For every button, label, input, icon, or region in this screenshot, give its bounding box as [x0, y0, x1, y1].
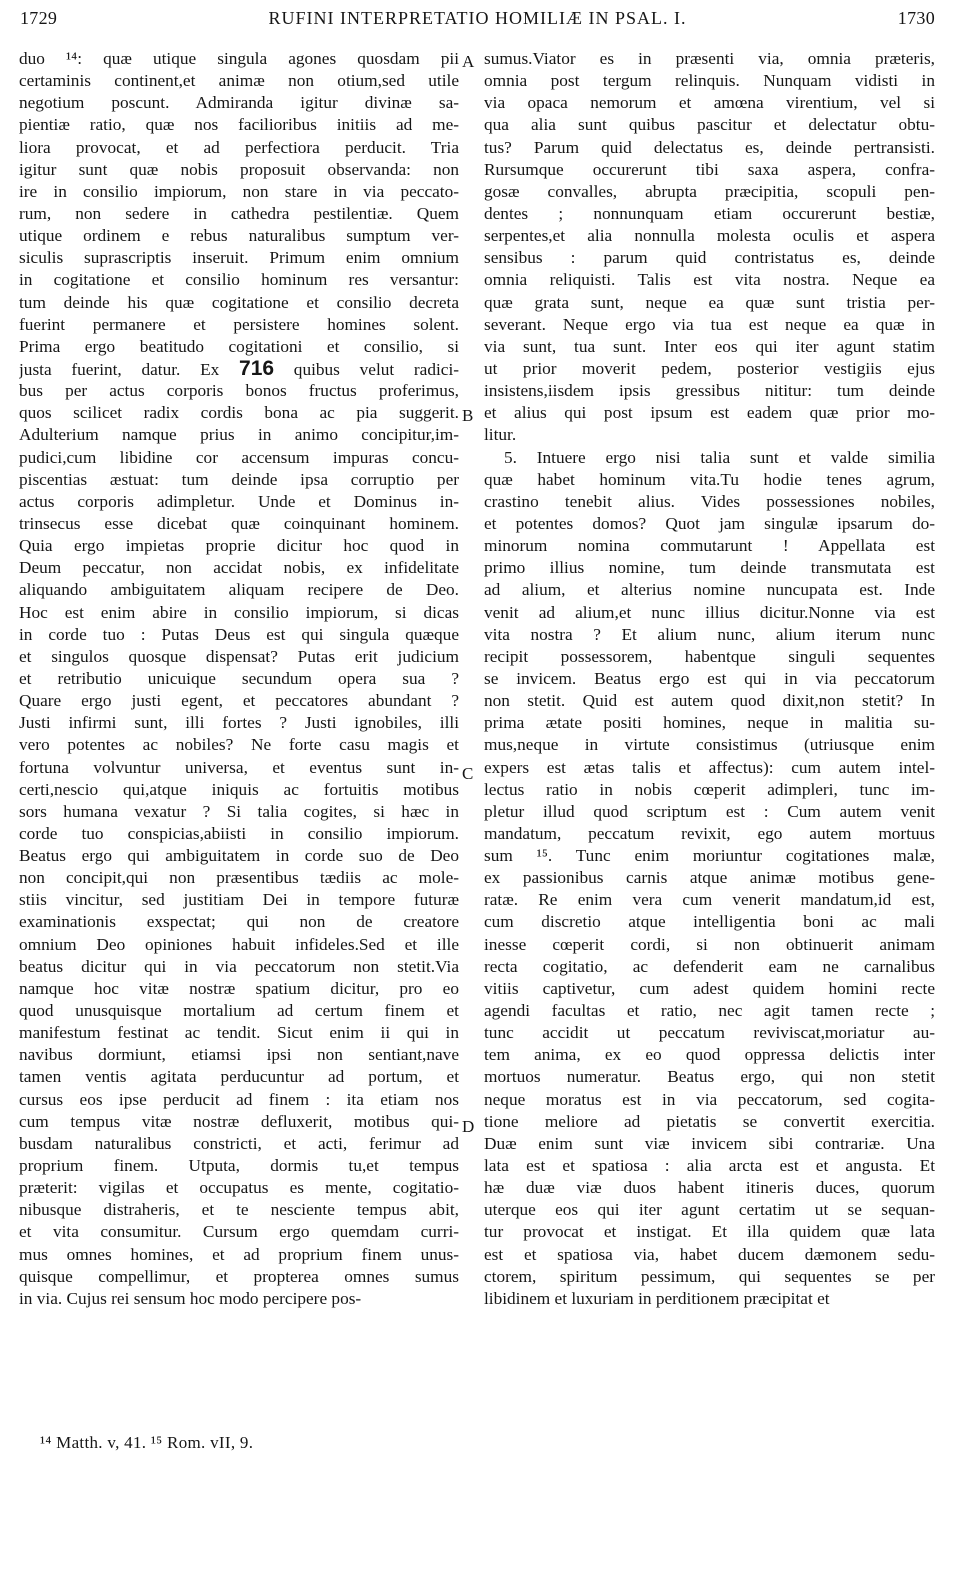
- left-line: quos scilicet radix cordis bona ac pia suggerit.: [19, 403, 459, 423]
- left-line: Quare ergo justi egent, et peccatores abundant ?: [19, 691, 459, 711]
- left-line: ire in consilio impiorum, non stare in via peccato-: [19, 181, 459, 201]
- left-column: [19, 48, 459, 1310]
- right-line: inesse cœperit cordi, si non obtinuerit animam: [484, 934, 935, 954]
- right-line: et alius qui post ipsum est eadem quæ prior mo-: [484, 403, 935, 423]
- right-line: lata est et spatiosa : alia arcta est et angusta. Et: [484, 1156, 935, 1176]
- left-line: vero potentes ac nobiles? Ne forte casu magis et: [19, 735, 459, 755]
- left-line: pientiæ ratio, quæ nos facilioribus initiis ad me-: [19, 115, 459, 135]
- left-line: mus omnes homines, et ad proprium finem unus-: [19, 1244, 459, 1264]
- left-line: navibus dormiunt, etiamsi ipsi non sentiant,nave: [19, 1045, 459, 1065]
- left-line: piscentias æstuat: tum deinde ipsa corruptio per: [19, 469, 459, 489]
- right-line: ex passionibus carnis atque animæ motibus gene-: [484, 868, 935, 888]
- left-line: bus per actus corporis bonos fructus proferimus,: [19, 381, 459, 401]
- page-header: [20, 6, 935, 34]
- left-line: corde tuo conspicias,abiisti in consilio impiorum.: [19, 823, 459, 843]
- left-line: actus corporis adimpletur. Unde et Dominus in-: [19, 491, 459, 511]
- right-line: expers est ætas talis et affectus): cum autem intel-: [484, 757, 935, 777]
- right-line: recipit possessorem, habentque singuli sequentes: [484, 646, 935, 666]
- left-line: Deum peccatur, non accidat nobis, ex infidelitate: [19, 558, 459, 578]
- right-line: vitiis captivetur, cum adest quidem homini recte: [484, 978, 935, 998]
- left-line: Adulterium namque prius in animo concipitur,im-: [19, 425, 459, 445]
- right-line: hæ duæ viæ duos habent itineris duces, quorum: [484, 1178, 935, 1198]
- left-line: cum tempus vitæ nostræ defluxerit, motibus qui-: [19, 1111, 459, 1131]
- left-line: et singulos quosque dispensat? Putas erit judicium: [19, 646, 459, 666]
- right-line: tione meliore ad pietatis se convertit exercitia.: [484, 1111, 935, 1131]
- right-line: et potentes domos? Quot jam singulæ ipsarum do-: [484, 513, 935, 533]
- right-line: est et spatiosa via, habet ducem dæmonem sedu-: [484, 1244, 935, 1264]
- right-line: libidinem et luxuriam in perditionem præcipitat et: [484, 1288, 830, 1308]
- right-line: tus? Parum quid delectatus es, deinde pertransisti.: [484, 137, 935, 157]
- right-line: neque moratus est in via peccatorum, sed cogita-: [484, 1089, 935, 1109]
- left-line: in via. Cujus rei sensum hoc modo percipere pos-: [19, 1288, 362, 1308]
- right-line: cum discretio atque intelligentia boni ac mali: [484, 912, 935, 932]
- right-line: serpentes,et alia nonnulla molesta oculis et aspera: [484, 226, 935, 246]
- right-line: ratæ. Re enim vera cum venerit mandatum,id est,: [484, 890, 935, 910]
- left-line: aliquando ambiguitatem aliquam recipere de Deo.: [19, 580, 459, 600]
- left-line: trinsecus esse dicebat quæ coinquinant hominem.: [19, 513, 459, 533]
- right-line: ad alium, et alterius nomine nuncupata est. Inde: [484, 580, 935, 600]
- left-line: non concipit,qui non præsentibus tædiis ac mole-: [19, 868, 459, 888]
- left-line: beatus dicitur qui in via peccatorum non stetit.Via: [19, 956, 459, 976]
- right-line: agendi facultas et ratio, nec agit tamen recte ;: [484, 1001, 935, 1021]
- left-line: in cogitatione et consilio hominum res versantur:: [19, 270, 459, 290]
- right-line: quæ grata sunt, neque ea quæ sunt tristia per-: [484, 292, 935, 312]
- right-line: recta cogitatio, ac defenderit eam ne carnalibus: [484, 956, 935, 976]
- left-line: namque hoc vitæ nostræ spatium dicitur, pro eo: [19, 978, 459, 998]
- column-number-marker: 716: [239, 357, 275, 380]
- left-line: nibusque distraheris, et te nesciente tempus abit,: [19, 1200, 459, 1220]
- right-line: lectus ratio in nobis cœperit adimpleri, tunc im-: [484, 779, 935, 799]
- margin-marker-d: D: [462, 1117, 475, 1136]
- right-line: ctorem, spiritum pessimum, qui sequentes se per: [484, 1266, 935, 1286]
- left-line: cursus eos ipse perducit ad finem : ita etiam nos: [19, 1089, 459, 1109]
- left-line: certi,nescio qui,atque iniquis ac fortuitis motibus: [19, 779, 459, 799]
- left-line: negotium poscunt. Admiranda igitur divinæ sa-: [19, 93, 459, 113]
- right-line: mus,neque in virtute consistimus (utriusque enim: [484, 735, 935, 755]
- left-line: et retributio unicuique secundum opera sua ?: [19, 668, 459, 688]
- margin-marker-c: C: [462, 764, 474, 783]
- right-line: quæ habet hominum vita.Tu hodie tenes agrum,: [484, 469, 935, 489]
- left-line: fuerint permanere et persistere homines solent.: [19, 314, 459, 334]
- left-line: utique ordinem e rebus naturalibus sumptum ver-: [19, 226, 459, 246]
- left-line: fortuna volvuntur universa, et eventus sunt in-: [19, 757, 459, 777]
- right-line: gosæ convalles, abrupta præcipitia, scopuli pen-: [484, 181, 935, 201]
- left-line: duo ¹⁴: quæ utique singula agones quosdam pii: [19, 49, 459, 68]
- right-line: prima ætate positi homines, neque in malitia su-: [484, 713, 935, 733]
- left-line: examinationis exspectat; qui non de creatore: [19, 912, 459, 932]
- left-line: Beatus ergo qui ambiguitatem in corde suo de Deo: [19, 846, 459, 866]
- left-line: stiis vincitur, sed justitiam Dei in tempore futuræ: [19, 890, 459, 910]
- margin-marker-a: A: [462, 52, 475, 71]
- right-line: dentes ; nonnunquam etiam occurerunt bestiæ,: [484, 203, 935, 223]
- left-line: tamen ventis agitata perducuntur ad portum, et: [19, 1067, 459, 1087]
- right-line: via sunt, tua sunt. Inter eos qui iter agunt statim: [484, 336, 935, 356]
- right-line: omnia reliquisti. Talis est vita nostra. Neque ea: [484, 270, 935, 290]
- left-line: certaminis continent,et animæ non otium,sed utile: [19, 71, 459, 91]
- right-line: sumus.Viator es in præsenti via, omnia præteris,: [484, 49, 935, 68]
- left-line: pudici,cum libidine cor accensum impuras concu-: [19, 447, 459, 467]
- footnotes: ¹⁴ Matth. v, 41. ¹⁵ Rom. vII, 9.: [40, 1433, 254, 1452]
- left-line: Hoc est enim abire in consilio impiorum, si dicas: [19, 602, 459, 622]
- right-line: via opaca nemorum et amœna virentium, vel si: [484, 93, 935, 113]
- right-line: non stetit. Quid est autem quod dixit,non stetit? In: [484, 691, 935, 711]
- right-line: severant. Neque ergo via tua est neque ea quæ in: [484, 314, 935, 334]
- right-line: omnia post tergum relinquis. Nunquam vidisti in: [484, 71, 935, 91]
- right-line: venit ad alium,et nunc illius dicitur.Nonne via est: [484, 602, 935, 622]
- left-line: igitur sunt quæ nobis proposuit observanda: non: [19, 159, 459, 179]
- right-line: Duæ enim sunt viæ invicem sibi contrariæ. Una: [484, 1133, 935, 1153]
- left-line: manifestum festinat ac tendit. Sicut enim ii qui in: [19, 1023, 459, 1043]
- right-line: uterque eos qui iter agunt certatim ut se sequan-: [484, 1200, 935, 1220]
- right-line: sum ¹⁵. Tunc enim moriuntur cogitationes malæ,: [484, 846, 935, 866]
- right-line: sensibus : parum quid contristatus es, deinde: [484, 248, 935, 268]
- right-line: tunc accidit ut peccatum reviviscat,moriatur au-: [484, 1023, 935, 1043]
- right-line: Rursumque occurerunt tibi saxa aspera, confra-: [484, 159, 935, 179]
- page-number-left: 1729: [20, 8, 58, 28]
- page-number-right: 1730: [897, 8, 935, 28]
- right-line: vita nostra ? Et alium nunc, alium iterum nunc: [484, 624, 935, 644]
- left-line: liora provocat, et ad perfectiora perducit. Tria: [19, 137, 459, 157]
- right-line: insistens,iisdem ipsis gressibus nititur: tum deinde: [484, 381, 935, 401]
- right-line: litur.: [484, 425, 517, 445]
- left-line: tum deinde his quæ cogitatione et consilio decreta: [19, 292, 459, 312]
- right-line: 5. Intuere ergo nisi talia sunt et valde similia: [504, 447, 935, 467]
- left-line: siculis suprascriptis inseruit. Primum enim omnium: [19, 248, 459, 268]
- left-line: præterit: vigilas et occupatus es mente, cogitatio-: [19, 1178, 459, 1198]
- left-line: Justi infirmi sunt, illi fortes ? Justi ignobiles, illi: [19, 713, 459, 733]
- left-line: justa fuerint, datur. Ex 716 quibus velut radici-: [19, 357, 459, 380]
- left-line: sors humana vexatur ? Si talia cogites, si hæc in: [19, 801, 459, 821]
- left-line: Quia ergo impietas proprie dicitur hoc quod in: [19, 536, 459, 556]
- left-line: et vita consumitur. Cursum ergo quemdam curri-: [19, 1222, 459, 1242]
- right-line: primo illius nomine, tum deinde transmutata est: [484, 558, 935, 578]
- left-line: in corde tuo : Putas Deus est qui singula quæque: [19, 624, 459, 644]
- left-line: Prima ergo beatitudo cogitationi et consilio, si: [19, 336, 459, 356]
- right-line: pletur illud quod scriptum est : Cum autem venit: [484, 801, 935, 821]
- right-line: tem anima, ex eo quod oppressa delictis inter: [484, 1045, 935, 1065]
- margin-marker-b: B: [462, 406, 474, 425]
- right-line: se invicem. Beatus ergo est qui in via peccatorum: [484, 668, 935, 688]
- right-column: [484, 48, 935, 1310]
- left-line: quisque compellimur, et propterea omnes sumus: [19, 1266, 459, 1286]
- right-line: mortuos numeratur. Beatus ergo, qui non stetit: [484, 1067, 935, 1087]
- right-line: qua alia sunt quibus pascitur et delectatur obtu-: [484, 115, 935, 135]
- right-line: mandatum, peccatum revixit, ego autem mortuus: [484, 823, 935, 843]
- right-line: crastino tenebit alius. Vides possessiones nobiles,: [484, 491, 935, 511]
- right-line: tur provocat et instigat. Et illa quidem quæ lata: [484, 1222, 935, 1242]
- left-line: rum, non sedere in cathedra pestilentiæ. Quem: [19, 203, 459, 223]
- left-line: busdam naturalibus constricti, et acti, ferimur ad: [19, 1133, 459, 1153]
- running-title: RUFINI INTERPRETATIO HOMILIÆ IN PSAL. I.: [268, 8, 687, 28]
- right-line: ut prior moverit pedem, posterior vestigiis ejus: [484, 358, 935, 378]
- left-line: quod unusquisque mortalium ad certum finem et: [19, 1001, 459, 1021]
- left-line: omnium Deo opiniones habuit infideles.Sed et ille: [19, 934, 459, 954]
- left-line: proprium finem. Utputa, dormis tu,et tempus: [19, 1156, 459, 1176]
- right-line: minorum nomina commutarunt ! Appellata est: [484, 536, 935, 556]
